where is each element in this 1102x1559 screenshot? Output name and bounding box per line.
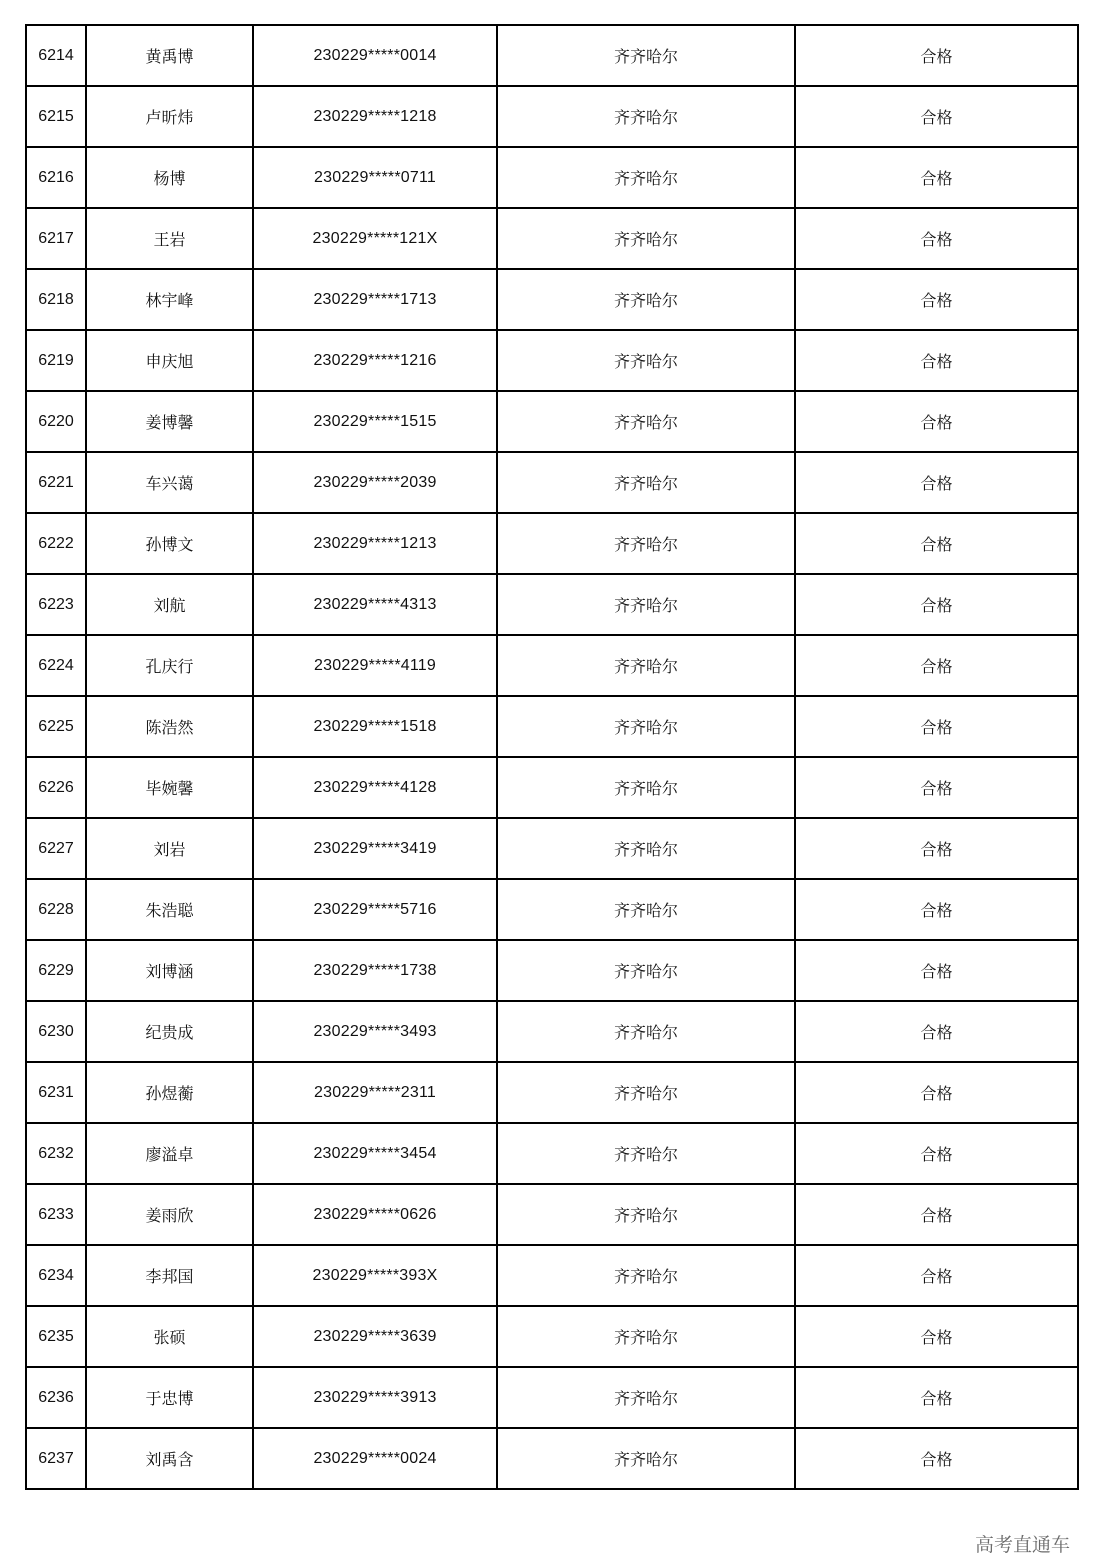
cell-candidate-name: 姜雨欣 [86, 1184, 253, 1245]
cell-city: 齐齐哈尔 [497, 757, 795, 818]
cell-result: 合格 [795, 86, 1078, 147]
cell-id-number: 230229*****1515 [253, 391, 497, 452]
cell-city: 齐齐哈尔 [497, 879, 795, 940]
cell-candidate-name: 刘博涵 [86, 940, 253, 1001]
table-row [26, 391, 1078, 452]
cell-result: 合格 [795, 1306, 1078, 1367]
cell-result: 合格 [795, 1367, 1078, 1428]
cell-result: 合格 [795, 879, 1078, 940]
cell-city: 齐齐哈尔 [497, 452, 795, 513]
table-row [26, 1306, 1078, 1367]
cell-result: 合格 [795, 818, 1078, 879]
cell-result: 合格 [795, 147, 1078, 208]
cell-id-number: 230229*****0014 [253, 25, 497, 86]
cell-result: 合格 [795, 513, 1078, 574]
cell-candidate-name: 刘航 [86, 574, 253, 635]
cell-city: 齐齐哈尔 [497, 1245, 795, 1306]
cell-city: 齐齐哈尔 [497, 330, 795, 391]
table-row [26, 86, 1078, 147]
cell-candidate-name: 张硕 [86, 1306, 253, 1367]
watermark-text: 高考直通车 [971, 1528, 1074, 1559]
cell-city: 齐齐哈尔 [497, 1001, 795, 1062]
cell-sequence-number: 6222 [26, 513, 86, 574]
cell-candidate-name: 申庆旭 [86, 330, 253, 391]
cell-sequence-number: 6214 [26, 25, 86, 86]
table-row [26, 818, 1078, 879]
table-row [26, 635, 1078, 696]
cell-city: 齐齐哈尔 [497, 147, 795, 208]
cell-id-number: 230229*****4128 [253, 757, 497, 818]
roster-table-body [26, 25, 1078, 1489]
cell-city: 齐齐哈尔 [497, 1062, 795, 1123]
table-row [26, 1123, 1078, 1184]
cell-city: 齐齐哈尔 [497, 1306, 795, 1367]
cell-result: 合格 [795, 1184, 1078, 1245]
cell-id-number: 230229*****0711 [253, 147, 497, 208]
cell-id-number: 230229*****3913 [253, 1367, 497, 1428]
roster-sheet [25, 24, 1077, 1490]
cell-candidate-name: 朱浩聪 [86, 879, 253, 940]
table-row [26, 208, 1078, 269]
cell-candidate-name: 孙博文 [86, 513, 253, 574]
cell-city: 齐齐哈尔 [497, 391, 795, 452]
cell-sequence-number: 6237 [26, 1428, 86, 1489]
table-row [26, 330, 1078, 391]
cell-id-number: 230229*****4313 [253, 574, 497, 635]
cell-city: 齐齐哈尔 [497, 86, 795, 147]
cell-candidate-name: 刘禹含 [86, 1428, 253, 1489]
cell-result: 合格 [795, 452, 1078, 513]
cell-id-number: 230229*****0626 [253, 1184, 497, 1245]
cell-result: 合格 [795, 757, 1078, 818]
cell-sequence-number: 6233 [26, 1184, 86, 1245]
cell-city: 齐齐哈尔 [497, 696, 795, 757]
cell-result: 合格 [795, 1245, 1078, 1306]
cell-id-number: 230229*****3454 [253, 1123, 497, 1184]
roster-table [25, 24, 1079, 1490]
cell-city: 齐齐哈尔 [497, 818, 795, 879]
cell-result: 合格 [795, 696, 1078, 757]
cell-candidate-name: 姜博馨 [86, 391, 253, 452]
cell-sequence-number: 6217 [26, 208, 86, 269]
cell-id-number: 230229*****2039 [253, 452, 497, 513]
table-row [26, 574, 1078, 635]
cell-id-number: 230229*****5716 [253, 879, 497, 940]
cell-sequence-number: 6226 [26, 757, 86, 818]
cell-sequence-number: 6228 [26, 879, 86, 940]
cell-city: 齐齐哈尔 [497, 574, 795, 635]
cell-result: 合格 [795, 1123, 1078, 1184]
cell-sequence-number: 6235 [26, 1306, 86, 1367]
table-row [26, 940, 1078, 1001]
cell-result: 合格 [795, 25, 1078, 86]
cell-id-number: 230229*****1218 [253, 86, 497, 147]
cell-sequence-number: 6215 [26, 86, 86, 147]
cell-id-number: 230229*****1518 [253, 696, 497, 757]
cell-result: 合格 [795, 635, 1078, 696]
cell-city: 齐齐哈尔 [497, 1428, 795, 1489]
cell-sequence-number: 6221 [26, 452, 86, 513]
cell-sequence-number: 6219 [26, 330, 86, 391]
cell-result: 合格 [795, 940, 1078, 1001]
cell-id-number: 230229*****1738 [253, 940, 497, 1001]
cell-id-number: 230229*****1216 [253, 330, 497, 391]
cell-result: 合格 [795, 330, 1078, 391]
cell-candidate-name: 卢昕炜 [86, 86, 253, 147]
table-row [26, 1428, 1078, 1489]
cell-candidate-name: 纪贵成 [86, 1001, 253, 1062]
cell-candidate-name: 杨博 [86, 147, 253, 208]
cell-candidate-name: 孙煜蘅 [86, 1062, 253, 1123]
cell-id-number: 230229*****0024 [253, 1428, 497, 1489]
cell-sequence-number: 6231 [26, 1062, 86, 1123]
cell-city: 齐齐哈尔 [497, 208, 795, 269]
table-row [26, 1001, 1078, 1062]
cell-id-number: 230229*****121X [253, 208, 497, 269]
cell-result: 合格 [795, 208, 1078, 269]
cell-sequence-number: 6224 [26, 635, 86, 696]
cell-sequence-number: 6227 [26, 818, 86, 879]
cell-id-number: 230229*****2311 [253, 1062, 497, 1123]
cell-candidate-name: 王岩 [86, 208, 253, 269]
cell-sequence-number: 6218 [26, 269, 86, 330]
cell-id-number: 230229*****3419 [253, 818, 497, 879]
table-row [26, 1367, 1078, 1428]
table-row [26, 879, 1078, 940]
cell-candidate-name: 刘岩 [86, 818, 253, 879]
cell-candidate-name: 黄禹博 [86, 25, 253, 86]
cell-city: 齐齐哈尔 [497, 1184, 795, 1245]
cell-city: 齐齐哈尔 [497, 269, 795, 330]
table-row [26, 513, 1078, 574]
cell-sequence-number: 6234 [26, 1245, 86, 1306]
cell-city: 齐齐哈尔 [497, 513, 795, 574]
cell-id-number: 230229*****1213 [253, 513, 497, 574]
cell-city: 齐齐哈尔 [497, 940, 795, 1001]
cell-candidate-name: 陈浩然 [86, 696, 253, 757]
table-row [26, 269, 1078, 330]
cell-id-number: 230229*****393X [253, 1245, 497, 1306]
cell-id-number: 230229*****3639 [253, 1306, 497, 1367]
table-row [26, 1245, 1078, 1306]
cell-candidate-name: 林宇峰 [86, 269, 253, 330]
cell-sequence-number: 6229 [26, 940, 86, 1001]
cell-city: 齐齐哈尔 [497, 635, 795, 696]
table-row [26, 452, 1078, 513]
cell-result: 合格 [795, 574, 1078, 635]
table-row [26, 696, 1078, 757]
cell-sequence-number: 6216 [26, 147, 86, 208]
table-row [26, 25, 1078, 86]
table-row [26, 757, 1078, 818]
cell-id-number: 230229*****4119 [253, 635, 497, 696]
cell-result: 合格 [795, 1062, 1078, 1123]
cell-sequence-number: 6236 [26, 1367, 86, 1428]
cell-city: 齐齐哈尔 [497, 1367, 795, 1428]
cell-result: 合格 [795, 269, 1078, 330]
cell-sequence-number: 6230 [26, 1001, 86, 1062]
cell-city: 齐齐哈尔 [497, 25, 795, 86]
cell-id-number: 230229*****1713 [253, 269, 497, 330]
cell-sequence-number: 6232 [26, 1123, 86, 1184]
cell-candidate-name: 毕婉馨 [86, 757, 253, 818]
cell-candidate-name: 于忠博 [86, 1367, 253, 1428]
cell-candidate-name: 李邦国 [86, 1245, 253, 1306]
cell-sequence-number: 6225 [26, 696, 86, 757]
cell-id-number: 230229*****3493 [253, 1001, 497, 1062]
cell-result: 合格 [795, 391, 1078, 452]
cell-candidate-name: 廖溢卓 [86, 1123, 253, 1184]
cell-candidate-name: 孔庆行 [86, 635, 253, 696]
table-row [26, 1184, 1078, 1245]
cell-result: 合格 [795, 1428, 1078, 1489]
cell-city: 齐齐哈尔 [497, 1123, 795, 1184]
cell-candidate-name: 车兴蔼 [86, 452, 253, 513]
table-row [26, 1062, 1078, 1123]
cell-sequence-number: 6223 [26, 574, 86, 635]
table-row [26, 147, 1078, 208]
cell-sequence-number: 6220 [26, 391, 86, 452]
cell-result: 合格 [795, 1001, 1078, 1062]
